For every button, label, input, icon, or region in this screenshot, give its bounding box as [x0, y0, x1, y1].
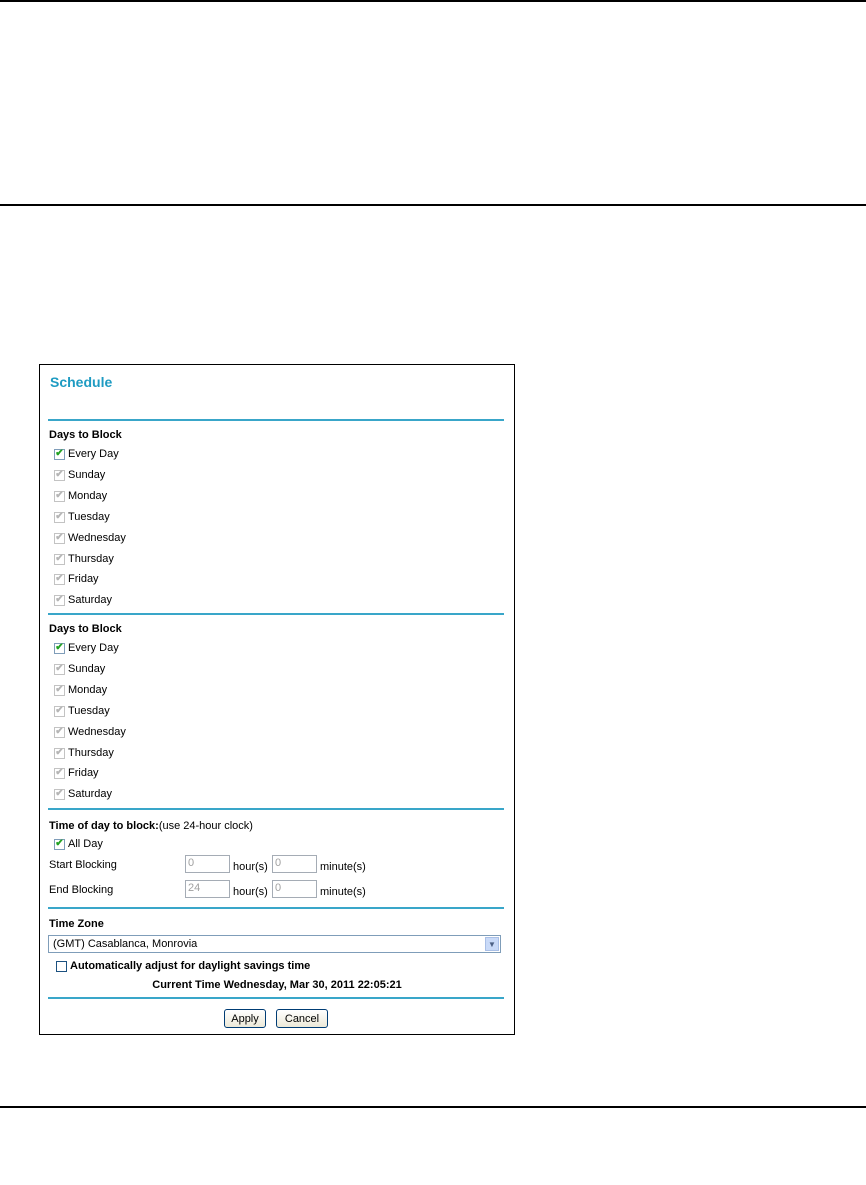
day-checkbox-thursday[interactable] — [54, 552, 114, 566]
hour-unit-label: hour(s) — [233, 886, 268, 898]
checkbox-disabled-icon: ✔ — [55, 684, 64, 695]
current-time-text: Current Time Wednesday, Mar 30, 2011 22:05:21 — [152, 979, 402, 991]
time-of-day-heading-text: Time of day to block: — [49, 820, 159, 832]
checkbox-disabled-icon: ✔ — [55, 726, 64, 737]
day-label: Sunday — [68, 663, 106, 675]
apply-button[interactable]: Apply — [224, 1009, 266, 1028]
start-hour-input[interactable]: 0 — [185, 855, 230, 873]
dst-label: Automatically adjust for daylight savings time — [70, 960, 311, 972]
chevron-down-icon[interactable]: ▼ — [485, 937, 499, 951]
divider — [48, 419, 504, 421]
day-label: Friday — [68, 767, 99, 779]
end-minute-input[interactable]: 0 — [272, 880, 317, 898]
minute-unit-label: minute(s) — [320, 861, 366, 873]
all-day-label: All Day — [68, 838, 103, 850]
checkbox-disabled-icon: ✔ — [55, 594, 64, 605]
day-checkbox-wednesday[interactable] — [54, 531, 126, 545]
days-to-block-heading: Days to Block — [49, 623, 122, 635]
days-to-block-heading: Days to Block — [49, 429, 122, 441]
day-label: Saturday — [68, 788, 113, 800]
day-checkbox-tuesday[interactable] — [54, 510, 110, 524]
hour-unit-label: hour(s) — [233, 861, 268, 873]
day-label: Monday — [68, 490, 108, 502]
page-rule-top — [0, 0, 866, 2]
day-label: Saturday — [68, 594, 113, 606]
every-day-checkbox-row[interactable] — [54, 447, 119, 461]
checkbox-disabled-icon: ✔ — [55, 767, 64, 778]
time-zone-heading: Time Zone — [49, 918, 104, 930]
checkbox-disabled-icon: ✔ — [55, 788, 64, 799]
day-checkbox-monday[interactable] — [54, 683, 107, 697]
page-rule-upper — [0, 204, 866, 206]
end-hour-input[interactable]: 24 — [185, 880, 230, 898]
start-blocking-label: Start Blocking — [49, 859, 117, 871]
cancel-button[interactable]: Cancel — [276, 1009, 328, 1028]
dst-checkbox-row[interactable] — [56, 959, 310, 973]
day-checkbox-sunday[interactable] — [54, 662, 105, 676]
checkbox-disabled-icon: ✔ — [55, 573, 64, 584]
day-label: Tuesday — [68, 705, 110, 717]
day-label: Thursday — [68, 747, 114, 759]
checkbox-disabled-icon: ✔ — [55, 705, 64, 716]
every-day-label: Every Day — [68, 448, 119, 460]
day-label: Wednesday — [68, 726, 126, 738]
day-checkbox-friday[interactable] — [54, 572, 99, 586]
all-day-checkbox-row[interactable] — [54, 837, 103, 851]
divider — [48, 907, 504, 909]
day-label: Tuesday — [68, 511, 110, 523]
every-day-checkbox-row[interactable] — [54, 641, 119, 655]
day-checkbox-wednesday[interactable] — [54, 725, 126, 739]
checkbox-disabled-icon: ✔ — [55, 747, 64, 758]
day-label: Thursday — [68, 553, 114, 565]
checkbox-disabled-icon: ✔ — [55, 553, 64, 564]
divider — [48, 613, 504, 615]
day-checkbox-sunday[interactable] — [54, 468, 105, 482]
time-of-day-note: (use 24-hour clock) — [158, 820, 253, 832]
page-rule-lower — [0, 1106, 866, 1108]
day-label: Monday — [68, 684, 108, 696]
checkbox-checked-icon[interactable]: ✔ — [55, 448, 64, 459]
day-checkbox-friday[interactable] — [54, 766, 99, 780]
day-checkbox-thursday[interactable] — [54, 746, 114, 760]
checkbox-disabled-icon: ✔ — [55, 663, 64, 674]
checkbox-disabled-icon: ✔ — [55, 490, 64, 501]
page-title: Schedule — [50, 374, 113, 390]
end-blocking-label: End Blocking — [49, 884, 114, 896]
checkbox-unchecked-icon[interactable] — [56, 961, 67, 972]
schedule-panel — [39, 364, 515, 1035]
time-zone-select[interactable] — [48, 935, 501, 953]
checkbox-disabled-icon: ✔ — [55, 532, 64, 543]
day-label: Friday — [68, 573, 99, 585]
day-checkbox-saturday[interactable] — [54, 593, 112, 607]
day-checkbox-saturday[interactable] — [54, 787, 112, 801]
day-label: Wednesday — [68, 532, 126, 544]
checkbox-disabled-icon: ✔ — [55, 469, 64, 480]
time-zone-selected: (GMT) Casablanca, Monrovia — [53, 938, 198, 950]
day-checkbox-monday[interactable] — [54, 489, 107, 503]
every-day-label: Every Day — [68, 642, 119, 654]
start-minute-input[interactable]: 0 — [272, 855, 317, 873]
day-label: Sunday — [68, 469, 106, 481]
divider — [48, 997, 504, 999]
checkbox-checked-icon[interactable]: ✔ — [55, 642, 64, 653]
checkbox-disabled-icon: ✔ — [55, 511, 64, 522]
time-of-day-heading — [49, 820, 253, 832]
divider — [48, 808, 504, 810]
minute-unit-label: minute(s) — [320, 886, 366, 898]
checkbox-checked-icon[interactable]: ✔ — [55, 838, 64, 849]
day-checkbox-tuesday[interactable] — [54, 704, 110, 718]
